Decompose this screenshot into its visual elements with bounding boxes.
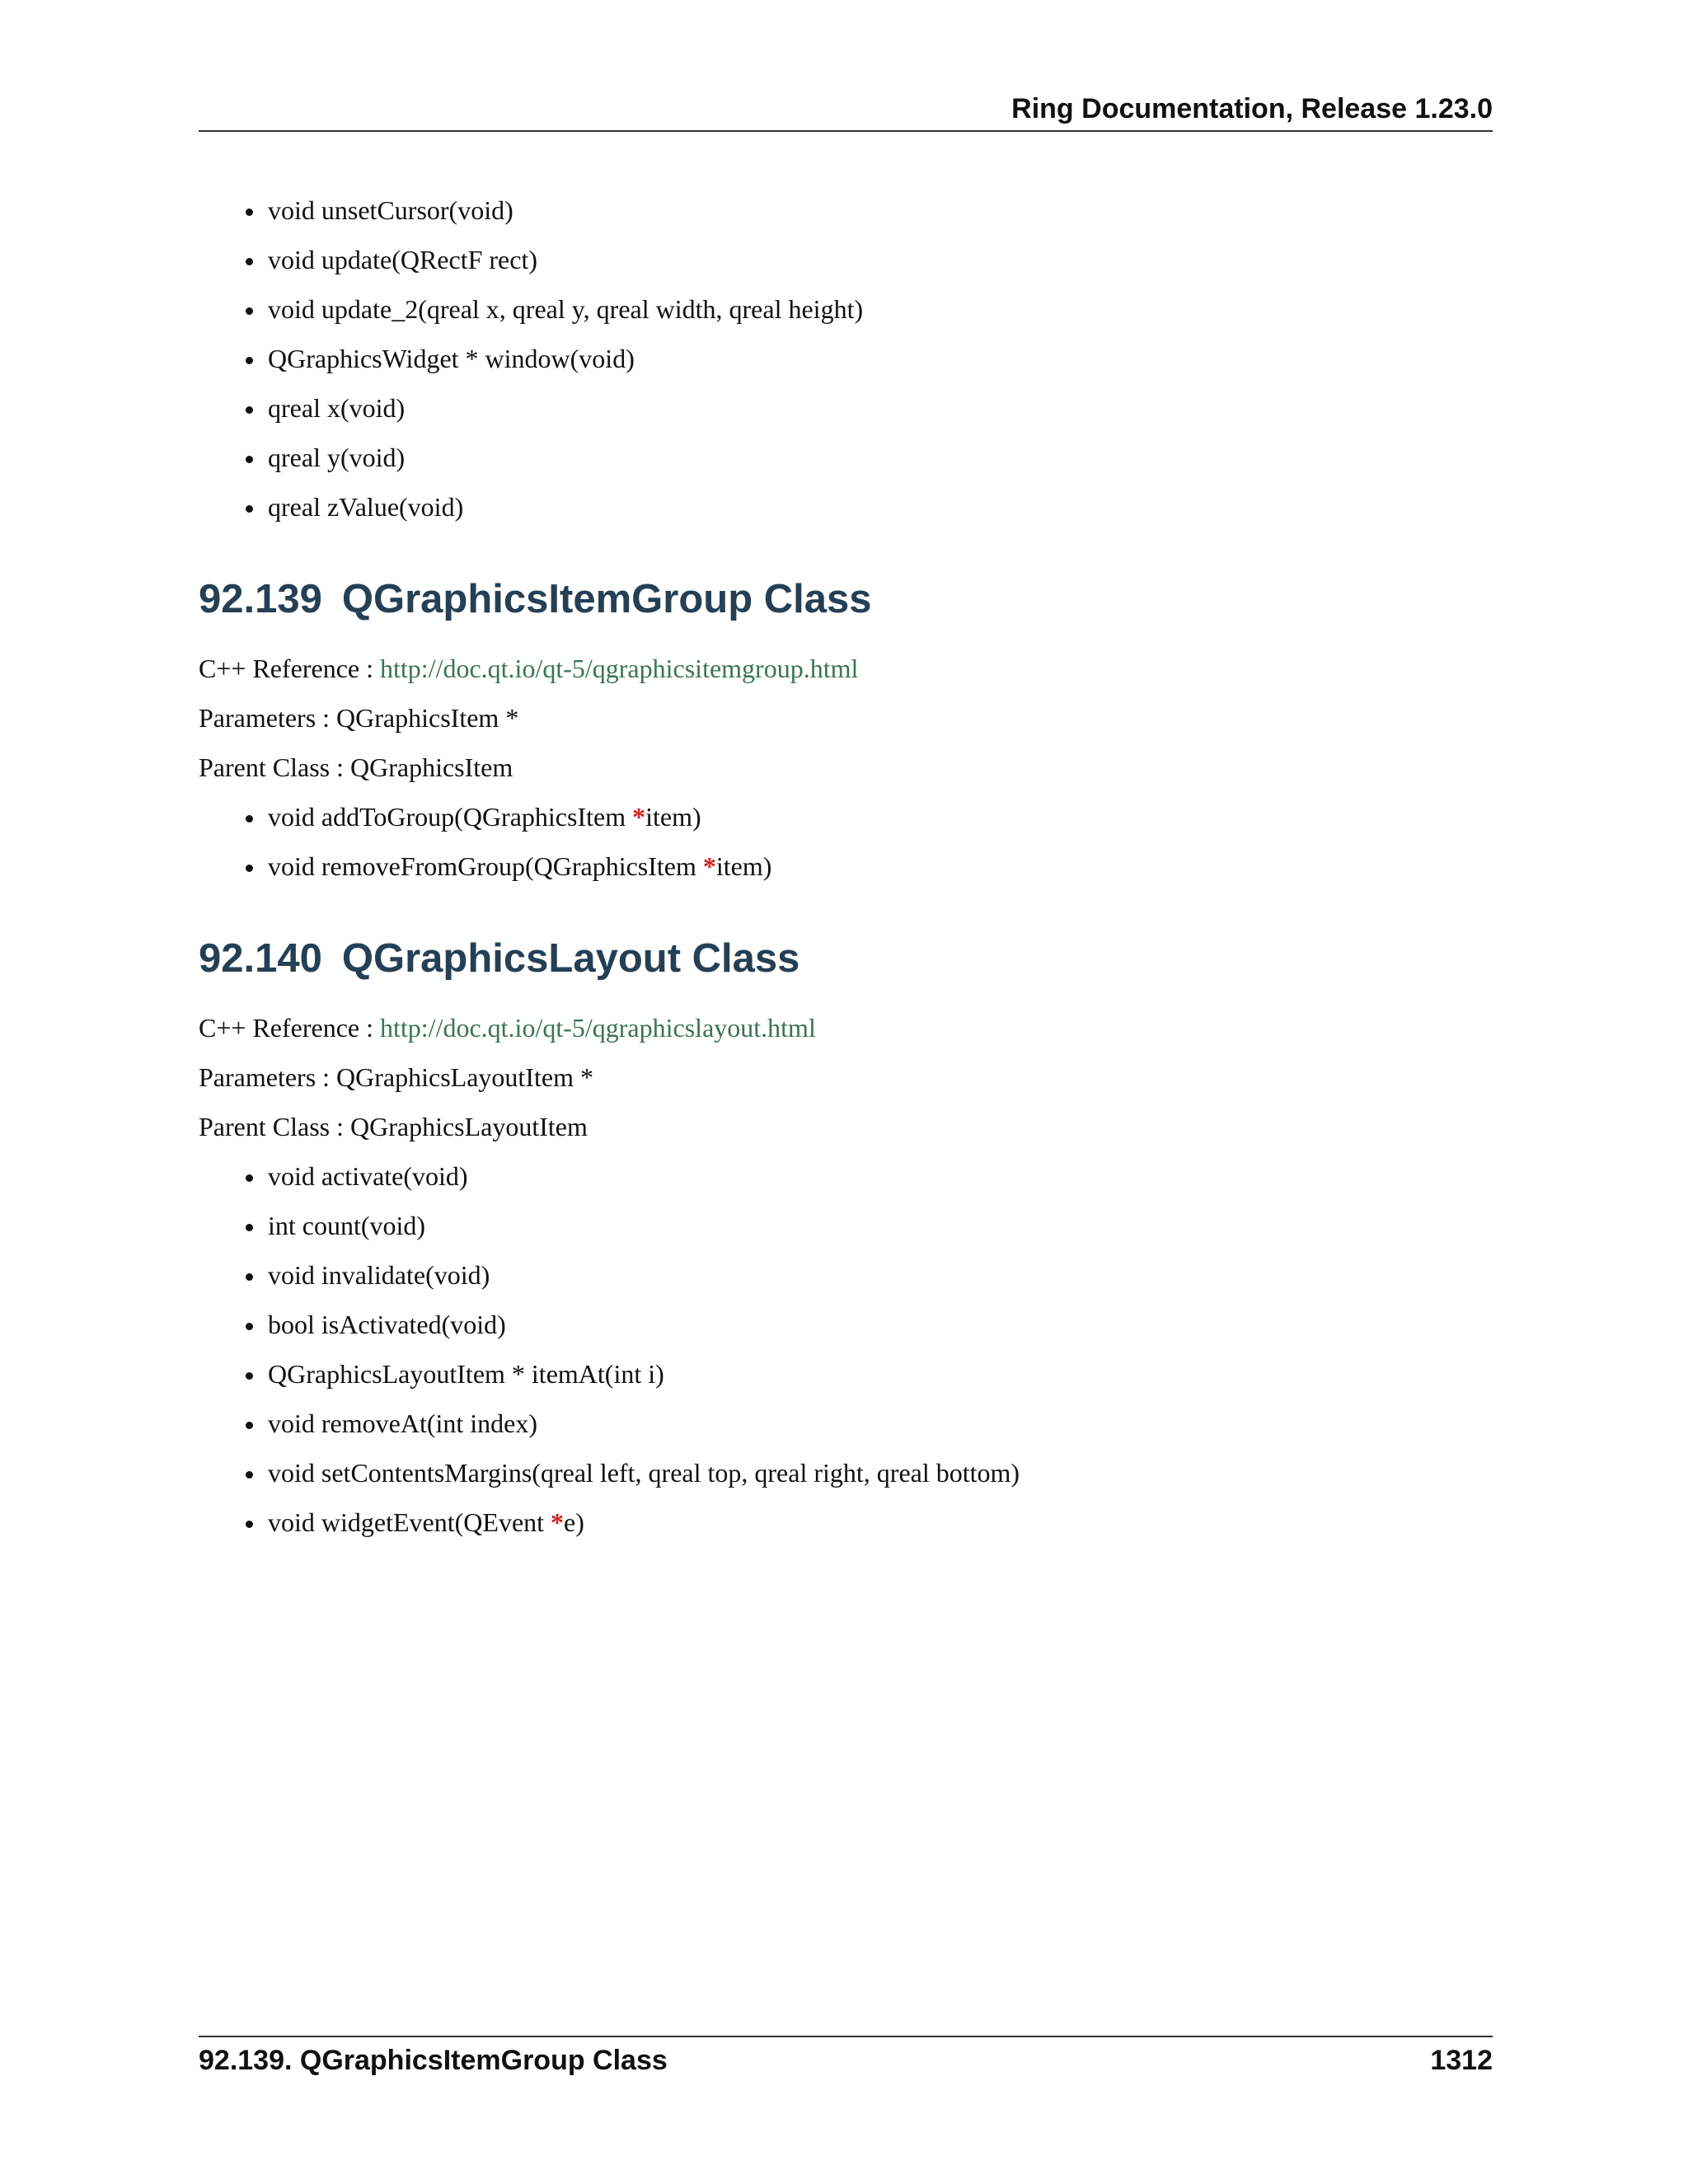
page-number: 1312	[1430, 2045, 1493, 2076]
list-item: void update(QRectF rect)	[268, 243, 1493, 276]
list-item: void removeAt(int index)	[268, 1407, 1493, 1440]
parent-value: QGraphicsItem	[349, 752, 513, 782]
pointer-star: *	[632, 802, 646, 832]
document-title: Ring Documentation, Release 1.23.0	[1011, 93, 1493, 124]
page-header	[199, 92, 1493, 132]
cpp-reference	[199, 1011, 1493, 1044]
section-number: 92.139	[199, 577, 322, 621]
section-qgraphicsitemgroup	[199, 574, 1493, 883]
method-list	[199, 800, 1493, 883]
list-item: qreal x(void)	[268, 391, 1493, 424]
footer-section-title: 92.139. QGraphicsItemGroup Class	[199, 2045, 668, 2076]
reference-label: C++ Reference :	[199, 1013, 373, 1043]
list-item: void widgetEvent(QEvent *e)	[268, 1506, 1493, 1539]
list-item: bool isActivated(void)	[268, 1308, 1493, 1341]
list-item: void setContentsMargins(qreal left, qreal top, qreal right, qreal bottom)	[268, 1456, 1493, 1489]
list-item: qreal y(void)	[268, 441, 1493, 474]
reference-label: C++ Reference :	[199, 654, 373, 683]
cpp-reference	[199, 652, 1493, 685]
page-footer	[199, 2036, 1493, 2077]
parent-class	[199, 1110, 1493, 1143]
section-heading	[199, 574, 1493, 624]
section-heading	[199, 934, 1493, 983]
section-title: QGraphicsItemGroup Class	[341, 577, 872, 621]
list-item: void update_2(qreal x, qreal y, qreal width, qreal height)	[268, 293, 1493, 326]
list-item: qreal zValue(void)	[268, 490, 1493, 523]
section-qgraphicslayout	[199, 934, 1493, 1539]
reference-link[interactable]: http://doc.qt.io/qt-5/qgraphicslayout.html	[380, 1013, 816, 1043]
list-item: QGraphicsLayoutItem * itemAt(int i)	[268, 1357, 1493, 1390]
parent-label: Parent Class :	[199, 1112, 344, 1141]
list-item: void activate(void)	[268, 1160, 1493, 1193]
parameters-label: Parameters :	[199, 1062, 331, 1092]
list-item: void removeFromGroup(QGraphicsItem *item)	[268, 850, 1493, 883]
method-list	[199, 1160, 1493, 1539]
parent-label: Parent Class :	[199, 752, 344, 782]
section-number: 92.140	[199, 936, 322, 981]
parameters	[199, 701, 1493, 734]
reference-link[interactable]: http://doc.qt.io/qt-5/qgraphicsitemgroup.html	[380, 654, 859, 683]
parameters-value: QGraphicsLayoutItem *	[336, 1062, 593, 1092]
page-content	[199, 194, 1493, 1555]
list-item: int count(void)	[268, 1209, 1493, 1242]
parameters-label: Parameters :	[199, 703, 331, 733]
parameters-value: QGraphicsItem *	[336, 703, 519, 733]
list-item: void unsetCursor(void)	[268, 194, 1493, 227]
section-title: QGraphicsLayout Class	[341, 936, 800, 981]
list-item: QGraphicsWidget * window(void)	[268, 342, 1493, 375]
method-list-continued	[199, 194, 1493, 523]
list-item: void addToGroup(QGraphicsItem *item)	[268, 800, 1493, 833]
pointer-star: *	[702, 851, 716, 881]
parameters	[199, 1061, 1493, 1094]
pointer-star: *	[551, 1507, 565, 1537]
parent-value: QGraphicsLayoutItem	[349, 1112, 588, 1141]
list-item: void invalidate(void)	[268, 1258, 1493, 1291]
parent-class	[199, 751, 1493, 784]
